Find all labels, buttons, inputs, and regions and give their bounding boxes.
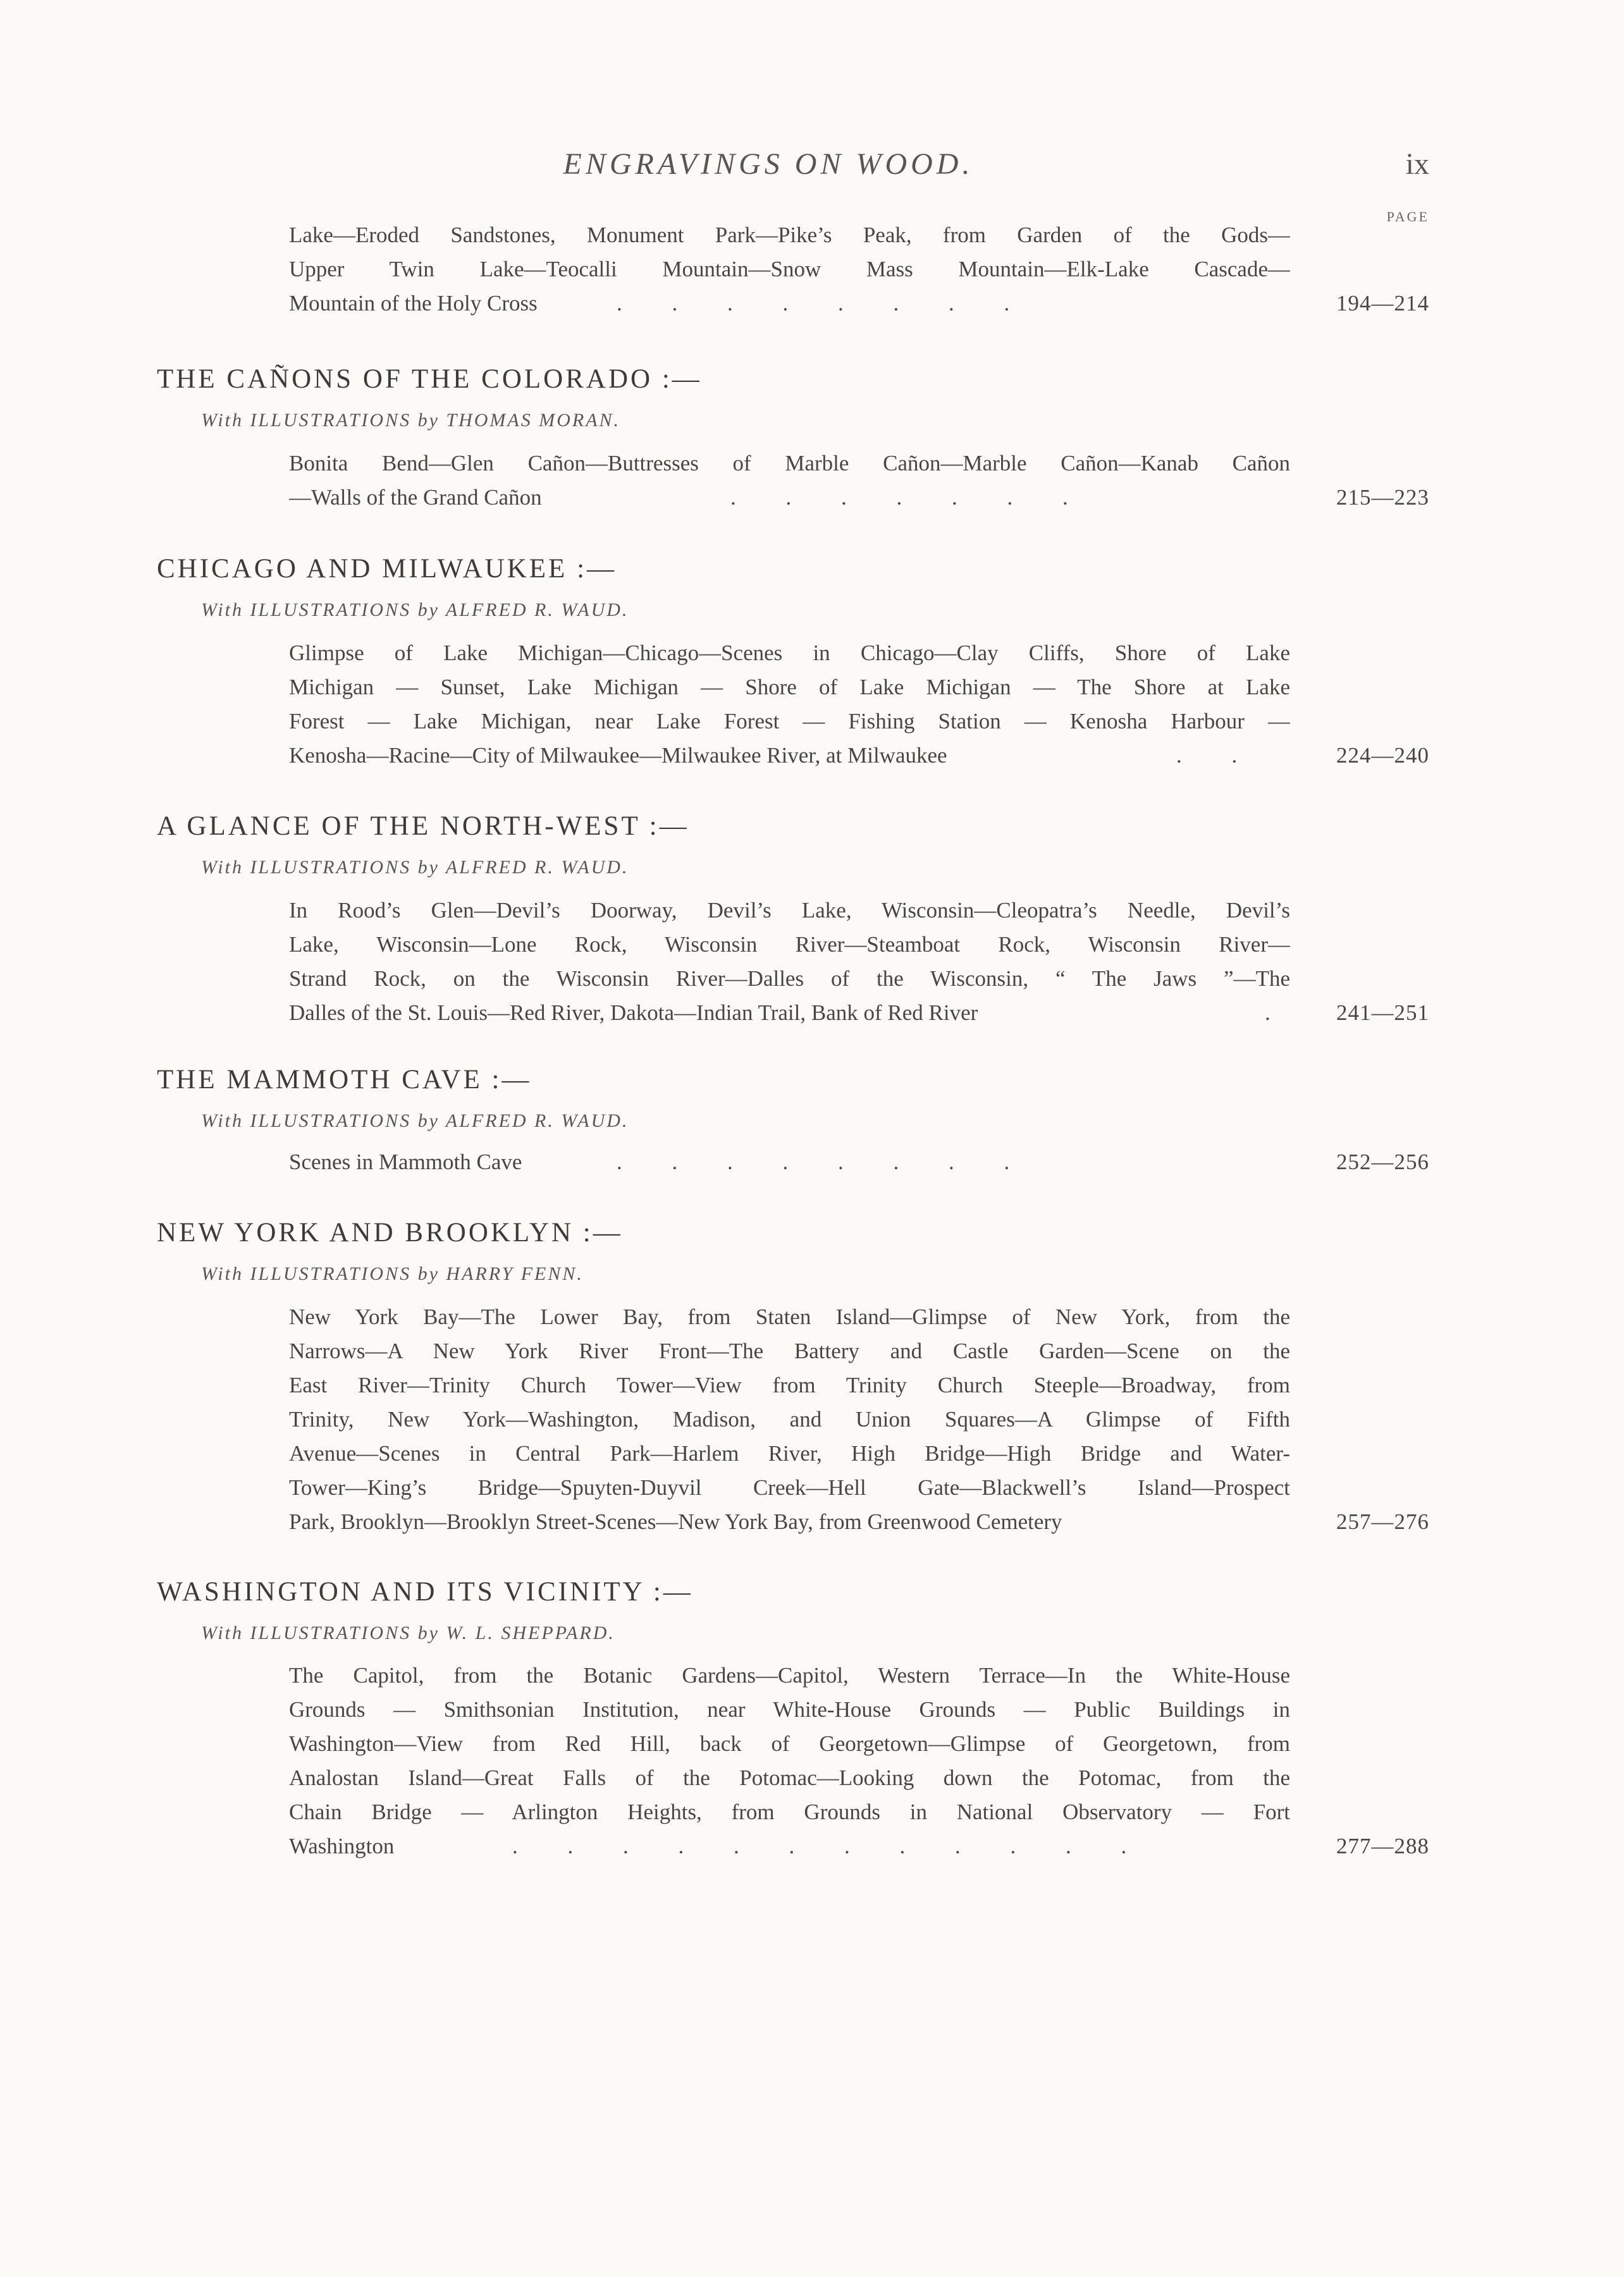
entry-line: Strand Rock, on the Wisconsin River—Dalles of the Wisconsin, “ The Jaws ”—The <box>289 966 1290 991</box>
illustrator-credit: With ILLUSTRATIONS by ALFRED R. WAUD. <box>201 1110 629 1131</box>
entry-line: Narrows—A New York River Front—The Battery and Castle Garden—Scene on the <box>289 1339 1290 1363</box>
section-heading: A GLANCE OF THE NORTH-WEST :— <box>157 811 689 841</box>
entry-line: —Walls of the Grand Cañon <box>289 485 542 510</box>
entry-line: Glimpse of Lake Michigan—Chicago—Scenes in Chicago—Clay Cliffs, Shore of Lake <box>289 641 1290 665</box>
section-heading: THE MAMMOTH CAVE :— <box>157 1065 532 1095</box>
illustrator-credit: With ILLUSTRATIONS by W. L. SHEPPARD. <box>201 1623 615 1643</box>
entry-line: Upper Twin Lake—Teocalli Mountain—Snow Mass Mountain—Elk-Lake Cascade— <box>289 257 1290 281</box>
entry-line: Bonita Bend—Glen Cañon—Buttresses of Marble Cañon—Marble Cañon—Kanab Cañon <box>289 451 1290 476</box>
entry-line: Washington <box>289 1834 395 1858</box>
entry-line: New York Bay—The Lower Bay, from Staten Island—Glimpse of New York, from the <box>289 1304 1290 1329</box>
section-heading: THE CAÑONS OF THE COLORADO :— <box>157 364 702 394</box>
leader-dots: . <box>1265 1000 1270 1025</box>
entry-line: East River—Trinity Church Tower—View from Trinity Church Steeple—Broadway, from <box>289 1373 1290 1397</box>
entry-line: Analostan Island—Great Falls of the Potomac—Looking down the Potomac, from the <box>289 1765 1290 1790</box>
entry-line: Kenosha—Racine—City of Milwaukee—Milwaukee River, at Milwaukee <box>289 743 947 768</box>
page-range: 241—251 <box>1336 1000 1429 1025</box>
running-title: ENGRAVINGS ON WOOD. <box>563 147 974 181</box>
list-item <box>289 1300 1290 1539</box>
section-heading: WASHINGTON AND ITS VICINITY :— <box>157 1577 693 1607</box>
section-heading: NEW YORK AND BROOKLYN :— <box>157 1218 623 1248</box>
illustrator-credit: With ILLUSTRATIONS by HARRY FENN. <box>201 1263 584 1284</box>
page-range: 194—214 <box>1336 291 1429 316</box>
entry-line: In Rood’s Glen—Devil’s Doorway, Devil’s Lake, Wisconsin—Cleopatra’s Needle, Devil’s <box>289 898 1290 923</box>
page-folio: ix <box>1405 147 1429 181</box>
entry-line: Michigan — Sunset, Lake Michigan — Shore of Lake Michigan — The Shore at Lake <box>289 675 1290 699</box>
entry-line: Lake, Wisconsin—Lone Rock, Wisconsin River—Steamboat Rock, Wisconsin River— <box>289 932 1290 957</box>
illustrator-credit: With ILLUSTRATIONS by ALFRED R. WAUD. <box>201 599 629 620</box>
page-range: 277—288 <box>1336 1834 1429 1858</box>
entry-line: Forest — Lake Michigan, near Lake Forest — Fishing Station — Kenosha Harbour — <box>289 709 1290 733</box>
leader-dots: . . . . . . . . <box>617 1150 1010 1174</box>
leader-dots: . . . . . . . . <box>617 291 1010 316</box>
leader-dots: . . . . . . . . . . . . <box>512 1834 1127 1858</box>
page-range: 215—223 <box>1336 485 1429 510</box>
leader-dots: . . . . . . . <box>730 485 1068 510</box>
entry-line: Washington—View from Red Hill, back of Georgetown—Glimpse of Georgetown, from <box>289 1731 1290 1756</box>
leader-dots: . . <box>1176 743 1238 768</box>
entry-line: Avenue—Scenes in Central Park—Harlem River, High Bridge—High Bridge and Water- <box>289 1441 1290 1466</box>
page-column-label: PAGE <box>1386 209 1429 224</box>
page-range: 224—240 <box>1336 743 1429 768</box>
illustrator-credit: With ILLUSTRATIONS by ALFRED R. WAUD. <box>201 857 629 878</box>
entry-line: Mountain of the Holy Cross <box>289 291 538 316</box>
entry-line: Tower—King’s Bridge—Spuyten-Duyvil Creek—Hell Gate—Blackwell’s Island—Prospect <box>289 1475 1290 1500</box>
list-item <box>289 893 1290 1030</box>
entry-line: Park, Brooklyn—Brooklyn Street-Scenes—New York Bay, from Greenwood Cemetery <box>289 1509 1062 1534</box>
entry-line: Scenes in Mammoth Cave <box>289 1150 522 1174</box>
entry-line: Lake—Eroded Sandstones, Monument Park—Pike’s Peak, from Garden of the Gods— <box>289 223 1290 247</box>
page-range: 257—276 <box>1336 1509 1429 1534</box>
entry-line: The Capitol, from the Botanic Gardens—Capitol, Western Terrace—In the White-House <box>289 1663 1290 1688</box>
illustrator-credit: With ILLUSTRATIONS by THOMAS MORAN. <box>201 410 621 431</box>
section-heading: CHICAGO AND MILWAUKEE :— <box>157 554 617 584</box>
page-range: 252—256 <box>1336 1150 1429 1174</box>
entry-line: Grounds — Smithsonian Institution, near White-House Grounds — Public Buildings in <box>289 1697 1290 1722</box>
list-item <box>289 636 1290 773</box>
entry-line: Chain Bridge — Arlington Heights, from Grounds in National Observatory — Fort <box>289 1800 1290 1824</box>
entry-line: Dalles of the St. Louis—Red River, Dakota—Indian Trail, Bank of Red River <box>289 1000 978 1025</box>
entry-line: Trinity, New York—Washington, Madison, and Union Squares—A Glimpse of Fifth <box>289 1407 1290 1432</box>
